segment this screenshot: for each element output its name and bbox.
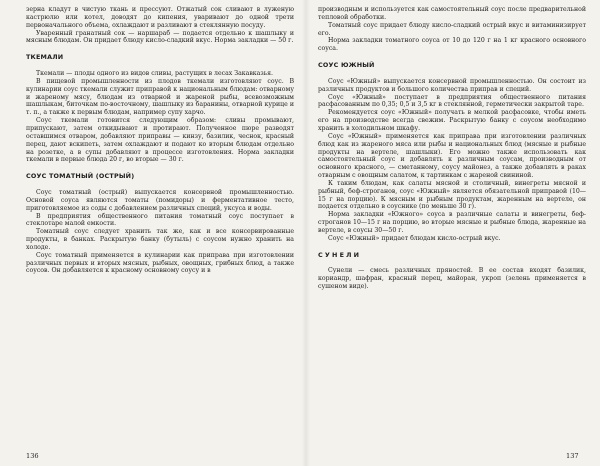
tomato-sauce-paragraph: Томатный соус следует хранить так же, как и все консервированные продукты, в банках. Раскрытую банку (бутыль) с соусом нужно хранить на холоде. (26, 228, 294, 251)
yuzhny-sauce-heading: СОУС ЮЖНЫЙ (318, 61, 375, 70)
yuzhny-sauce-paragraph: К таким блюдам, как салаты мясной и столичный, винегреты мясной и рыбный, беф-строганов, соус «Южный» является обязательной приправой (10—15 г на порцию). К мясным и рыбным продуктам, жаренным на вертеле, он подается отдельно в соуснике (по меньше 30 г). (318, 179, 586, 211)
right-intro-paragraph: производным и используется как самостоятельный соус после предварительной тепловой обработки. (318, 6, 586, 21)
yuzhny-sauce-paragraph: Норма закладки «Южного» соуса в различные салаты и винегреты, беф-строганов 10—15 г на порцию, во вторые мясные и рыбные блюда, жаренные на вертеле, в соусы 30—50 г. (318, 211, 586, 234)
yuzhny-sauce-paragraph: Соус «Южный» применяется как приправа при изготовлении различных блюд как из жареного мяса или рыбы и национальных блюд (мясные и рыбные продукты на вертеле, шашлыки). Его можно также использовать как самостоятельный соус и добавлять к различным соусам, производным от основного красного, — сметанному, соусу майонез, а также добавлять в раках отварным с овощным салатом, к тартинкам с жареной свининой. (318, 132, 586, 180)
tkemali-heading: ТКЕМАЛИ (26, 53, 64, 62)
tomato-sauce-paragraph: В предприятия общественного питания томатный соус поступает в стеклотаре малой емкости. (26, 212, 294, 228)
left-intro-paragraph: Уваренный гранатный сок — наршараб — подается отдельно к шашлыку и мясным блюдам. Он придает блюду кисло-сладкий вкус. Норма закладки — 50 г. (26, 29, 294, 45)
right-intro-paragraph: Норма закладки томатного соуса от 10 до 120 г на 1 кг красного основного соуса. (318, 37, 586, 53)
left-page (26, 6, 294, 458)
right-page-number: 137 (566, 452, 579, 460)
left-intro-paragraph: зерна кладут в чистую ткань и прессуют. Отжатый сок сливают в луженую кастрюлю или котел, доводят до кипения, уваривают до одной трети первоначального объема, охлаждают и разливают в стеклянную посуду. (26, 6, 294, 29)
tomato-sauce-heading: СОУС ТОМАТНЫЙ (ОСТРЫЙ) (26, 172, 135, 181)
yuzhny-sauce-paragraph: Соус «Южный» поступает в предприятия общественного питания расфасованным по 0,35; 0,5 и 3,5 кг в стеклянной, герметически закрытой таре. (318, 93, 586, 109)
yuzhny-sauce-paragraph: Рекомендуется соус «Южный» получать в мелкой расфасовке, чтобы иметь его на производстве всегда свежим. Раскрытую банку с соусом необходимо хранить в холодильном шкафу. (318, 109, 586, 132)
book-gutter (302, 0, 310, 466)
tkemali-paragraph: В пищевой промышленности из плодов ткемали изготовляют соус. В кулинарии соус ткемали служит приправой к национальным блюдам: отварному и жареному мясу, блюдам из отварной и жареной рыбы, всевозможным шашлыкам, биточкам по-восточному, шашлыку из баранины, отварной курице и т. п., а также к первым блюдам, например супу харчо. (26, 77, 294, 117)
tkemali-paragraph: Ткемали — плоды одного из видов сливы, растущих в лесах Закавказья. (36, 70, 273, 78)
tkemali-paragraph: Соус ткемали готовится следующим образом: сливы промывают, припускают, затем откидывают и протирают. Полученное пюре разводят оставшимся отваром, добавляют приправы — кинзу, базилик, чеснок, красный перец, дают вскипеть, затем охлаждают и подают ко вторым блюдам отдельно на розетке, а в супы добавляют в процессе изготовления. Норма закладки ткемали в первые блюда 20 г, во вторые — 30 г. (26, 117, 294, 164)
tomato-sauce-paragraph: Соус томатный применяется в кулинарии как приправа при изготовлении различных первых и вторых мясных, рыбных, овощных, грибных блюд, а также соусов. Он добавляется к красному основному соусу и в (26, 251, 294, 275)
right-page (318, 6, 586, 458)
left-page-number: 136 (26, 452, 39, 460)
suneli-paragraph: Сунели — смесь различных пряностей. В ее состав входят базилик, кориандр, шафран, красный перец, майоран, укроп (зелень применяется в сушеном виде). (318, 267, 586, 291)
suneli-heading: СУНЕЛИ (318, 250, 362, 259)
yuzhny-sauce-paragraph: Соус «Южный» придает блюдам кисло-острый вкус. (328, 234, 501, 242)
tomato-sauce-paragraph: Соус томатный (острый) выпускается консервной промышленностью. Основой соуса являются томаты (помидоры) и ферментативное тесто, приготовляемое из соды с добавлением различных специй, уксуса и воды. (26, 189, 294, 212)
right-intro-paragraph: Томатный соус придает блюду кисло-сладкий острый вкус и витаминизирует его. (318, 21, 586, 37)
yuzhny-sauce-paragraph: Соус «Южный» выпускается консервной промышленностью. Он состоит из различных продуктов и большого количества приправ и специй. (318, 77, 586, 93)
